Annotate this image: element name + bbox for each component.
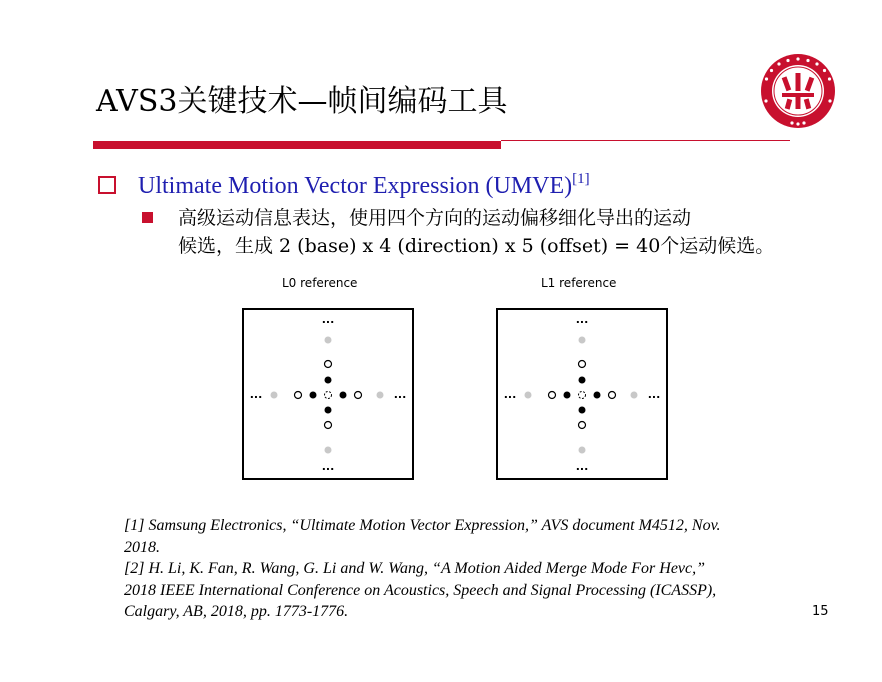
title-underline-thick bbox=[93, 141, 501, 149]
far-point bbox=[377, 392, 384, 399]
l0-reference-diagram bbox=[242, 308, 414, 480]
bullet-umve bbox=[98, 163, 590, 202]
center-point bbox=[325, 392, 332, 399]
far-point bbox=[325, 337, 332, 344]
mid-point bbox=[325, 361, 332, 368]
footnote-2-line-2: 2018 IEEE International Conference on Acoustics, Speech and Signal Processing (ICASSP), bbox=[124, 581, 717, 599]
page-number: 15 bbox=[812, 604, 829, 619]
footnote-2-line-1: [2] H. Li, K. Fan, R. Wang, G. Li and W. Wang, “A Motion Aided Merge Mode For Hevc,” bbox=[124, 560, 706, 577]
mid-point bbox=[325, 422, 332, 429]
ellipsis-right: ... bbox=[647, 388, 661, 401]
near-point bbox=[564, 392, 571, 399]
ellipsis-top: ... bbox=[575, 313, 589, 326]
far-point bbox=[631, 392, 638, 399]
bullet-umve-description bbox=[142, 204, 798, 260]
ellipsis-bottom: ... bbox=[575, 460, 589, 473]
citation-marker: [1] bbox=[572, 171, 590, 187]
description-line-2: 候选，生成 2 (base) x 4 (direction) x 5 (offset) = 40个运动候选。 bbox=[178, 235, 775, 257]
bullet-umve-text: Ultimate Motion Vector Expression (UMVE) bbox=[138, 173, 573, 199]
far-point bbox=[579, 447, 586, 454]
footnotes bbox=[124, 515, 804, 623]
title-underline-thin bbox=[501, 140, 790, 141]
mid-point bbox=[295, 392, 302, 399]
far-point bbox=[525, 392, 532, 399]
ellipsis-top: ... bbox=[321, 313, 335, 326]
mid-point bbox=[609, 392, 616, 399]
near-point bbox=[594, 392, 601, 399]
filled-square-bullet-icon bbox=[142, 212, 153, 223]
far-point bbox=[271, 392, 278, 399]
near-point bbox=[579, 377, 586, 384]
near-point bbox=[340, 392, 347, 399]
l1-reference-label: L1 reference bbox=[541, 276, 617, 290]
mid-point bbox=[549, 392, 556, 399]
far-point bbox=[579, 337, 586, 344]
university-logo-icon bbox=[760, 53, 836, 129]
mid-point bbox=[579, 361, 586, 368]
ellipsis-left: ... bbox=[249, 388, 263, 401]
ellipsis-right: ... bbox=[393, 388, 407, 401]
near-point bbox=[310, 392, 317, 399]
mid-point bbox=[355, 392, 362, 399]
footnote-1-line-2: 2018. bbox=[124, 538, 160, 556]
center-point bbox=[579, 392, 586, 399]
ellipsis-bottom: ... bbox=[321, 460, 335, 473]
near-point bbox=[325, 407, 332, 414]
far-point bbox=[325, 447, 332, 454]
l0-reference-label: L0 reference bbox=[282, 276, 358, 290]
near-point bbox=[579, 407, 586, 414]
footnote-2-line-3: Calgary, AB, 2018, pp. 1773-1776. bbox=[124, 603, 349, 620]
near-point bbox=[325, 377, 332, 384]
description-line-1: 高级运动信息表达，使用四个方向的运动偏移细化导出的运动 bbox=[178, 207, 692, 229]
slide-title: AVS3关键技术—帧间编码工具 bbox=[96, 84, 508, 119]
l1-reference-diagram bbox=[496, 308, 668, 480]
footnote-1-line-1: [1] Samsung Electronics, “Ultimate Motion Vector Expression,” AVS document M4512, Nov. bbox=[124, 517, 721, 534]
mid-point bbox=[579, 422, 586, 429]
ellipsis-left: ... bbox=[503, 388, 517, 401]
hollow-square-bullet-icon bbox=[98, 176, 116, 194]
